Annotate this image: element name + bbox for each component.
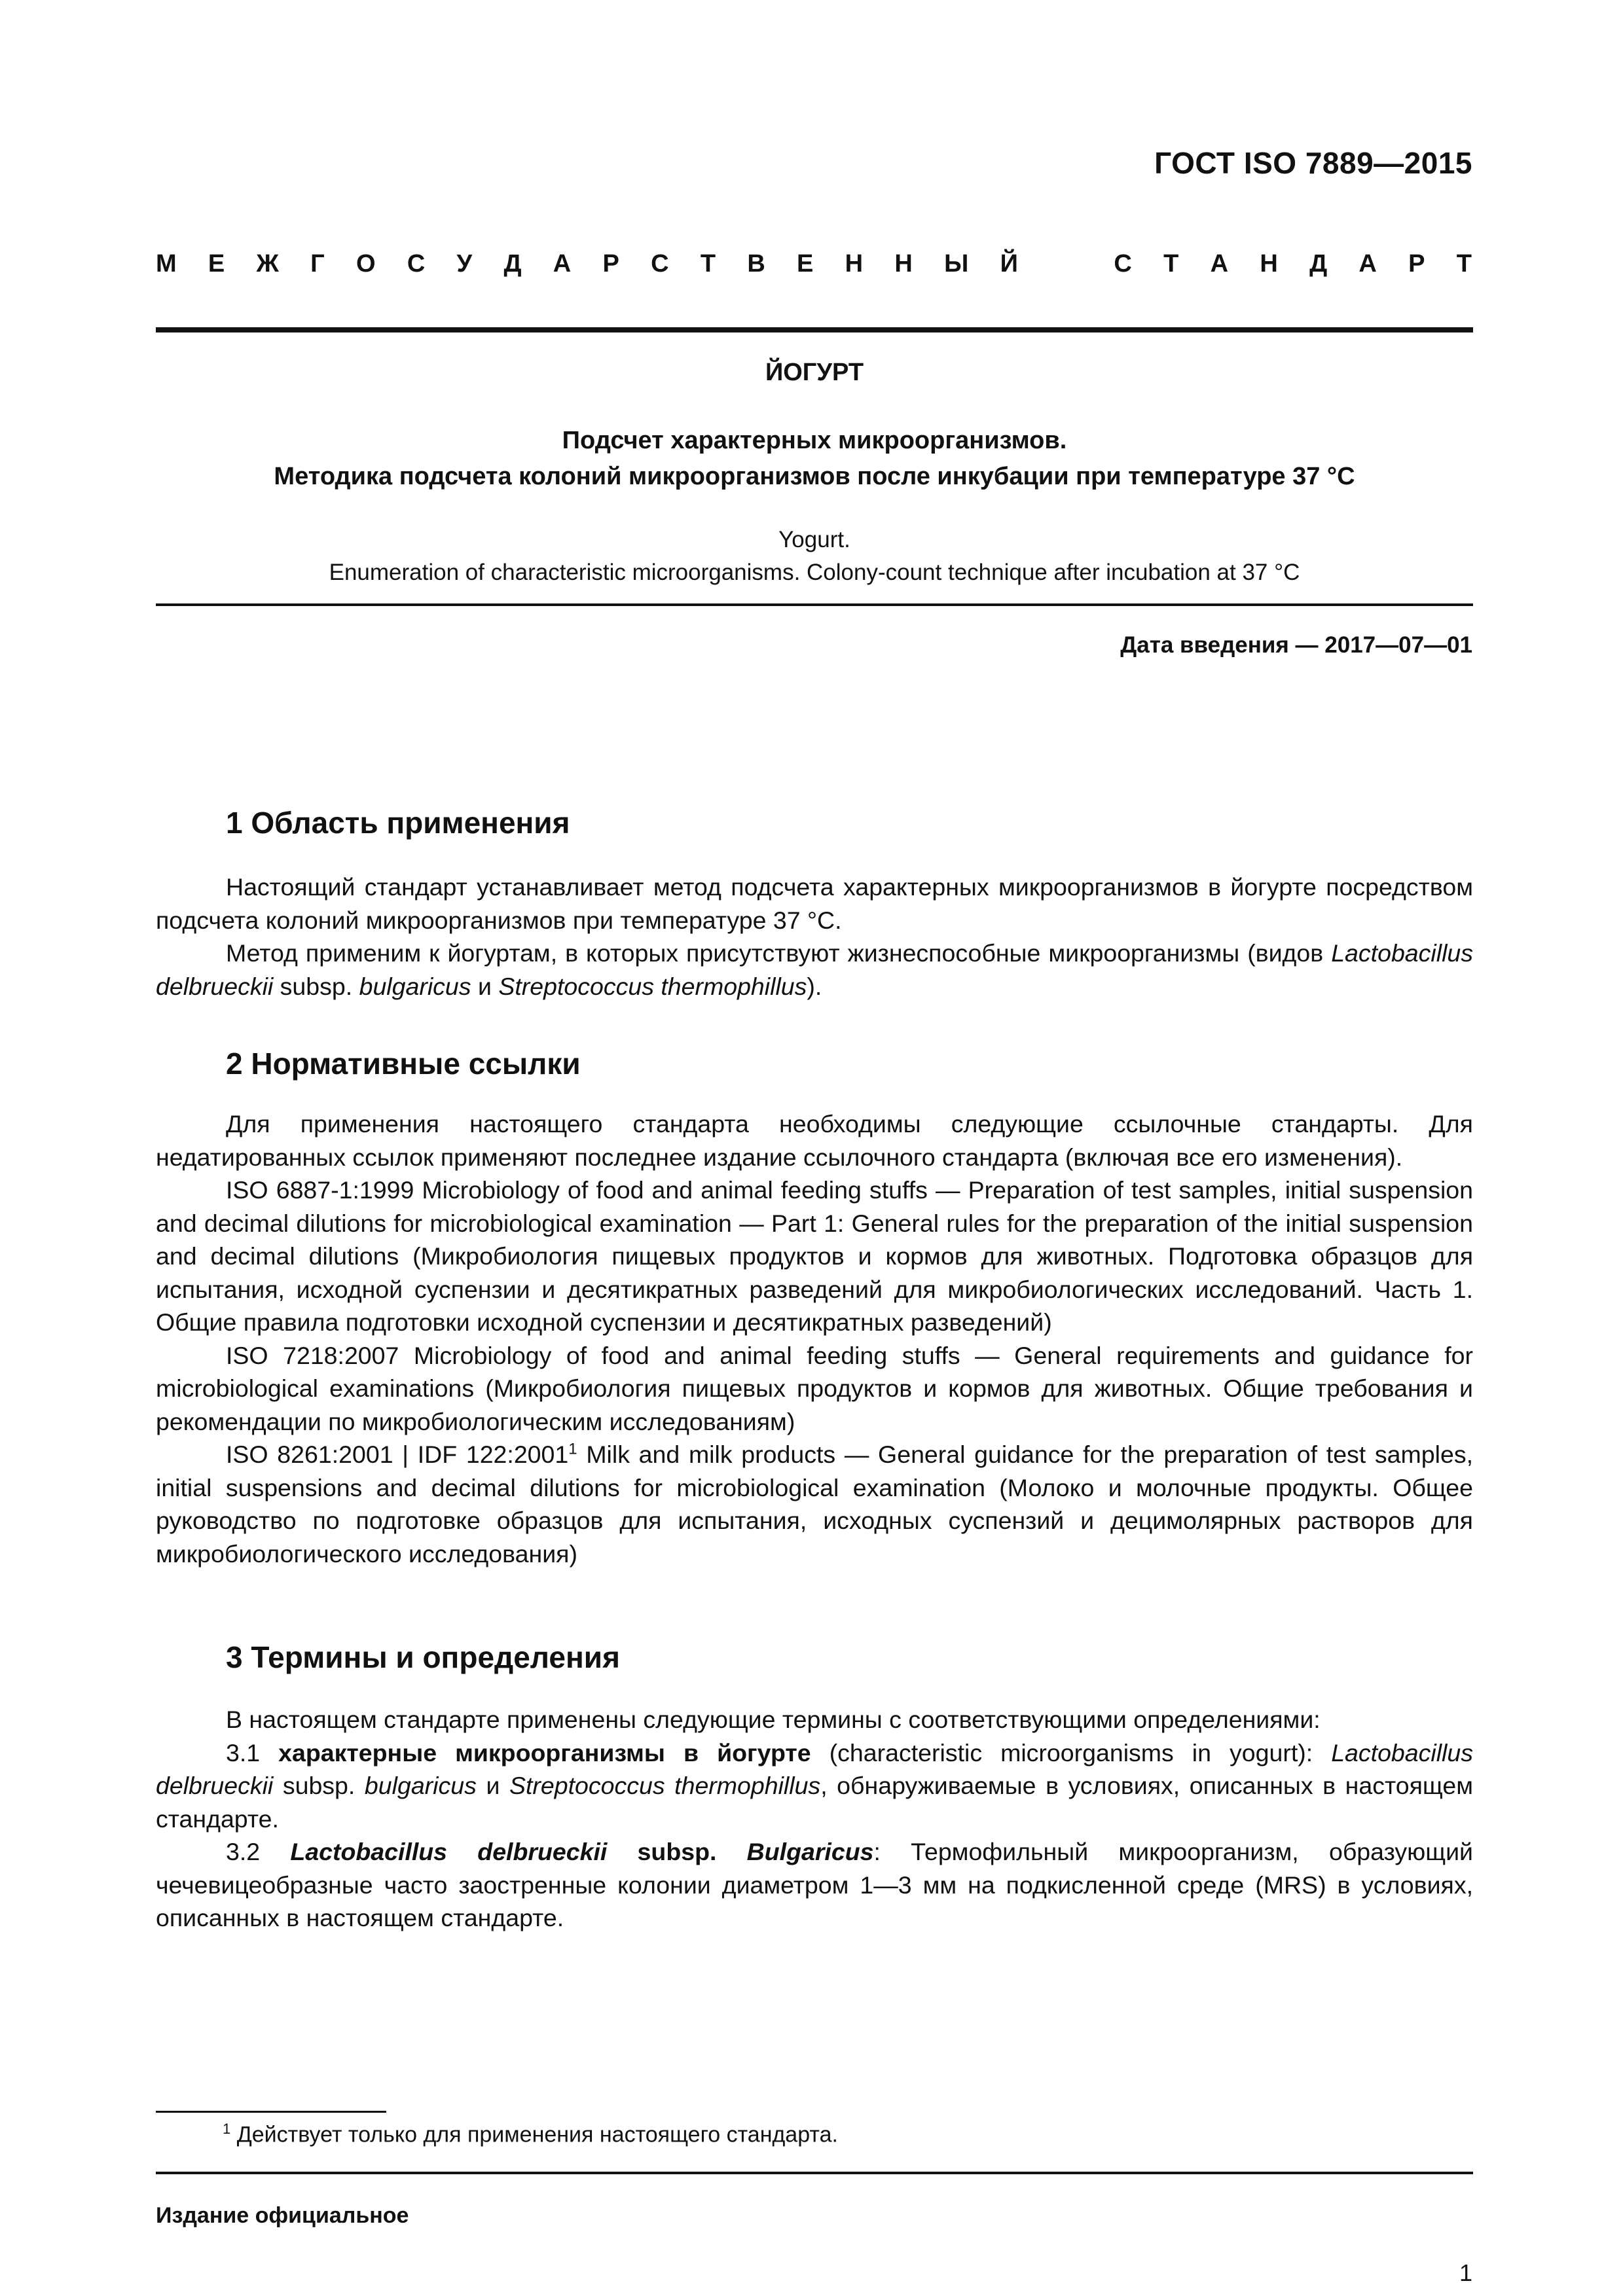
section-3-paragraph-1: В настоящем стандарте применены следующие термины с соответствующими определениями: (226, 1706, 1321, 1733)
header-rule (156, 327, 1473, 332)
banner-letter: Ы (944, 250, 969, 278)
text-run: и (476, 1772, 509, 1799)
banner-letter: А (1359, 250, 1377, 278)
footnote-separator (156, 2111, 386, 2113)
species-name: Streptococcus thermophillus (498, 972, 807, 1000)
species-name: Lactobacillus delbrueckii (156, 939, 1473, 1000)
species-name: Lactobacillus delbrueckii (156, 1738, 1473, 1799)
banner-letter: Д (503, 250, 522, 278)
term-name-bold: subsp. (607, 1838, 747, 1865)
introduction-date: Дата введения — 2017—07—01 (1120, 632, 1472, 658)
term-number: 3.1 (226, 1738, 279, 1767)
text-run: subsp. (273, 972, 359, 1000)
banner-letter: Г (310, 250, 325, 278)
banner-letter: А (1210, 250, 1229, 278)
species-name: bulgaricus (364, 1772, 477, 1799)
title-ru-main: ЙОГУРТ (765, 359, 864, 386)
title-ru-subtitle-line1: Подсчет характерных микроорганизмов. (562, 427, 1067, 454)
banner-letter: О (356, 250, 376, 278)
section-2-reference-iso-7218: ISO 7218:2007 Microbiology of food and animal feeding stuffs — General requirements and guidance for microbiological examinations (Микробиология пищевых продуктов и кормов для животных. Общие требования и рекомендации по микробиологическим исследованиям) (156, 1341, 1473, 1435)
term-name (290, 1838, 873, 1865)
banner-letter: Н (894, 250, 913, 278)
banner-letter: Й (1000, 250, 1018, 278)
section-1-paragraph-2 (156, 937, 1473, 1003)
text-run: и (471, 972, 499, 1000)
title-en-line2: Enumeration of characteristic microorganisms. Colony-count technique after incubation at 37 °C (329, 560, 1300, 585)
banner-letter: У (456, 250, 473, 278)
standard-designation: ГОСТ ISO 7889—2015 (1154, 146, 1472, 180)
banner-letter: Н (1260, 250, 1278, 278)
banner-letter: Р (1408, 250, 1425, 278)
title-en (156, 524, 1473, 589)
text-run: Milk and milk products — General guidance for the preparation of test samples, initial suspensions and decimal dilutions for microbiological examination (Молоко и молочные продукты. Общее руководство по подготовке образцов для испытания, исходных суспензий и децимолярных растворов для микробиологического исследования) (156, 1441, 1473, 1568)
term-name-italic: Lactobacillus delbrueckii (290, 1838, 608, 1865)
footnote-reference[interactable]: 1 (568, 1440, 577, 1458)
section-1-body (156, 870, 1473, 1003)
banner-letter: Е (797, 250, 814, 278)
species-name: bulgaricus (359, 972, 471, 1000)
banner-letter: Т (1163, 250, 1179, 278)
banner-letter: Д (1309, 250, 1328, 278)
title-en-line1: Yogurt. (778, 527, 850, 552)
banner-letter: Т (700, 250, 716, 278)
banner-letter: Е (208, 250, 225, 278)
banner-letter: М (156, 250, 177, 278)
term-number: 3.2 (226, 1838, 291, 1865)
banner-letter: Н (845, 250, 864, 278)
section-1-paragraph-1: Настоящий стандарт устанавливает метод подсчета характерных микроорганизмов в йогурте посредством подсчета колоний микроорганизмов при температуре 37 °С. (156, 873, 1473, 934)
banner-letter: Ж (256, 250, 279, 278)
section-2-heading: 2 Нормативные ссылки (226, 1047, 581, 1081)
section-2-reference-iso-6887: ISO 6887-1:1999 Microbiology of food and animal feeding stuffs — Preparation of test samples, initial suspension and decimal dilutions for microbiological examination — Part 1: General rules for the preparation of the initial suspension and decimal dilutions (Микробиология пищевых продуктов и кормов для животных. Подготовка образцов для испытания, исходной суспензии и десятикратных разведений для микробиологических исследований. Часть 1. Общие правила подготовки исходной суспензии и десятикратных разведений) (156, 1176, 1473, 1336)
banner-letter: С (651, 250, 669, 278)
text-run: , обнаруживаемые в условиях, описанных в настоящем стандарте. (156, 1772, 1473, 1833)
banner-letter: С (1114, 250, 1132, 278)
official-edition-label: Издание официальное (156, 2203, 409, 2228)
footnote (223, 2121, 838, 2147)
title-ru-subtitle (156, 423, 1473, 495)
section-3-term-3-2 (156, 1835, 1473, 1935)
text-run: : Термофильный микроорганизм, образующий чечевицеобразные часто заостренные колонии диаметром 1—3 мм на подкисленной среде (MRS) в условиях, описанных в настоящем стандарте. (156, 1838, 1473, 1931)
text-run: ISO 8261:2001 | IDF 122:2001 (226, 1441, 569, 1468)
section-2-reference-iso-8261 (156, 1438, 1473, 1570)
term-name-italic: Bulgaricus (746, 1838, 874, 1865)
page-number: 1 (1459, 2259, 1472, 2286)
text-run: subsp. (273, 1772, 365, 1799)
banner-letter: Т (1456, 250, 1472, 278)
banner-word-gap (1049, 250, 1082, 278)
section-3-body (156, 1703, 1473, 1935)
text-run: ). (807, 972, 822, 1000)
species-name: Streptococcus thermophillus (509, 1772, 821, 1799)
section-3-term-3-1 (156, 1736, 1473, 1836)
section-3-heading: 3 Термины и определения (226, 1640, 620, 1674)
section-2-paragraph-1: Для применения настоящего стандарта необходимы следующие ссылочные стандарты. Для недатированных ссылок применяют последнее издание ссылочного стандарта (включая все его изменения). (156, 1110, 1473, 1171)
banner-letter: С (407, 250, 426, 278)
footnote-text: Действует только для применения настоящего стандарта. (230, 2122, 838, 2147)
interstate-standard-banner (156, 250, 1472, 278)
footnote-mark: 1 (223, 2121, 231, 2137)
banner-letter: В (747, 250, 765, 278)
title-ru-subtitle-line2: Методика подсчета колоний микроорганизмов после инкубации при температуре 37 °С (274, 463, 1355, 490)
term-name: характерные микроорганизмы в йогурте (278, 1738, 811, 1767)
text-run: Метод применим к йогуртам, в которых присутствуют жизнеспособные микроорганизмы (видов (226, 939, 1332, 967)
text-run: (characteristic microorganisms in yogurt): (811, 1738, 1332, 1767)
title-rule (156, 603, 1473, 606)
section-2-body (156, 1107, 1473, 1570)
footer-rule (156, 2172, 1473, 2174)
banner-letter: А (553, 250, 572, 278)
banner-letter: Р (602, 250, 619, 278)
section-1-heading: 1 Область применения (226, 806, 570, 840)
